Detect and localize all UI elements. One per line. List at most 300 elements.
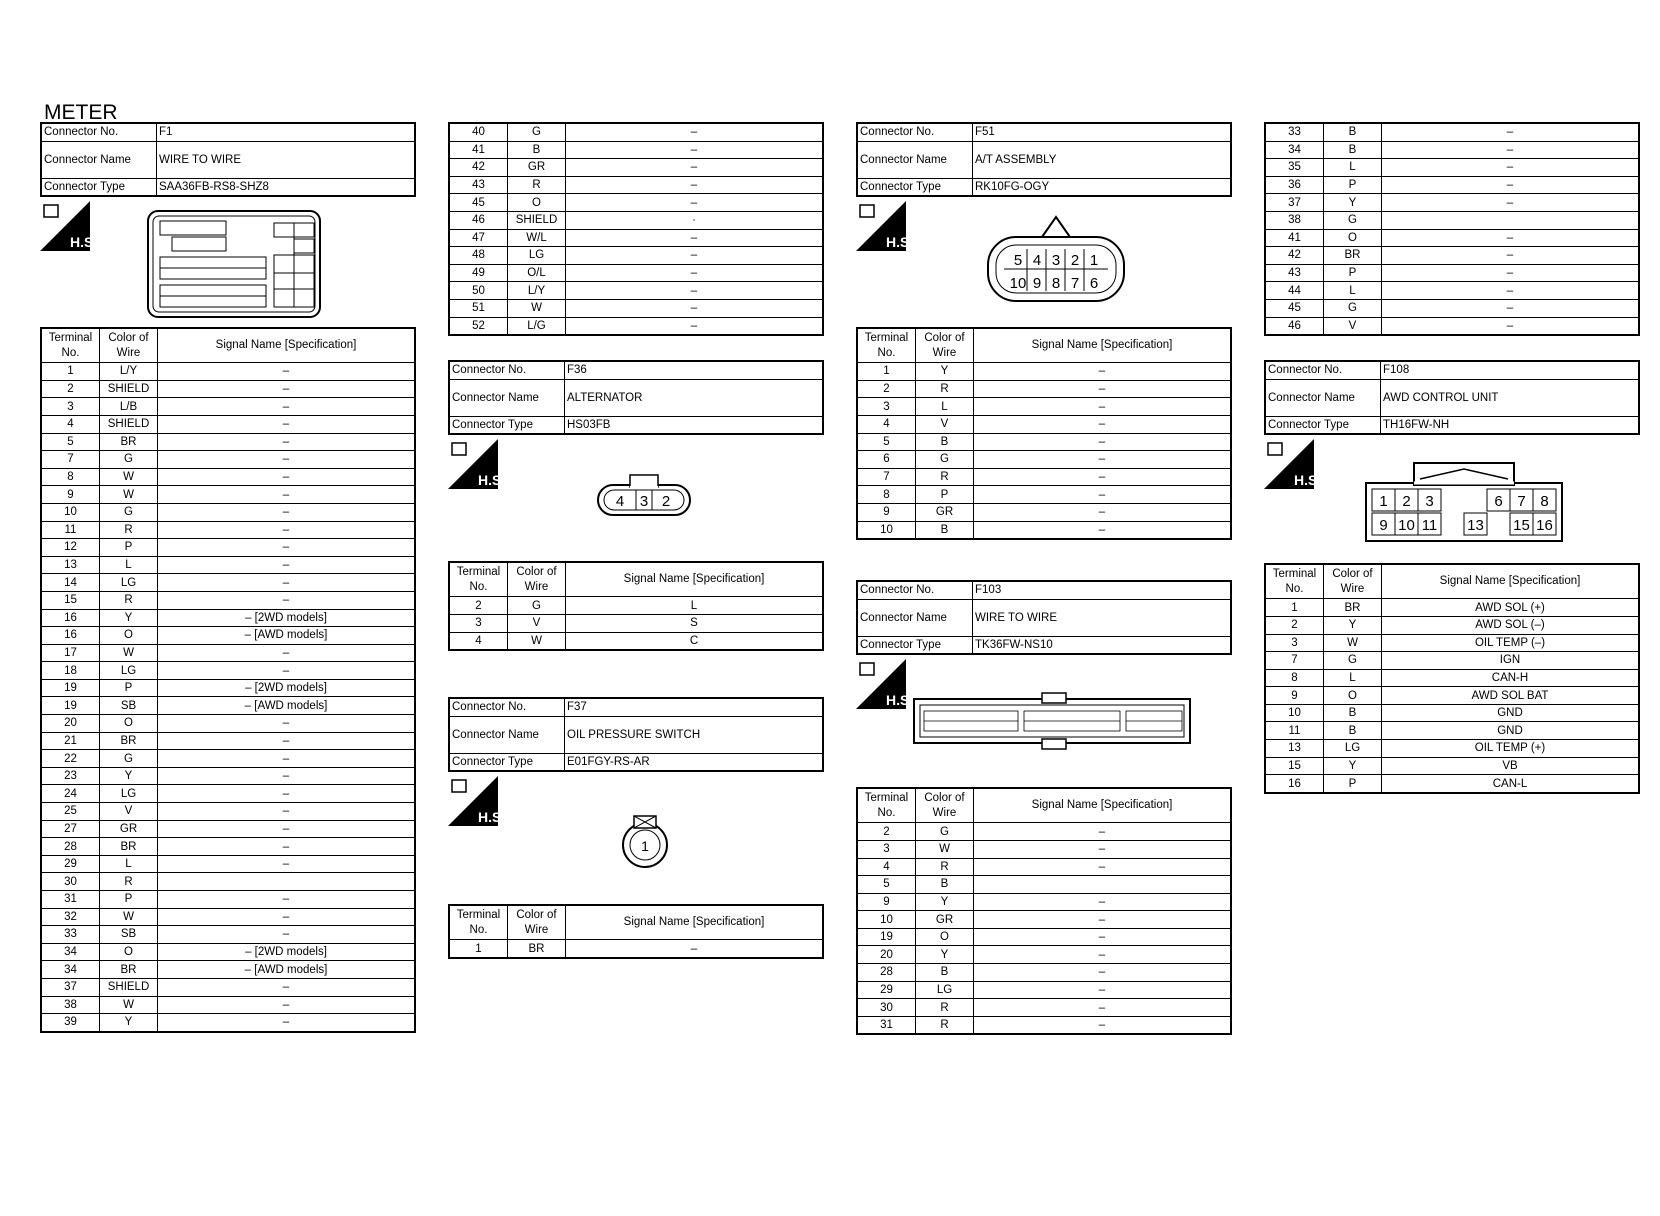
connector-type-value: SAA36FB-RS8-SHZ8: [157, 178, 416, 196]
terminal-no-cell: 10: [1265, 704, 1324, 722]
pin-label: 6: [1089, 275, 1099, 293]
signal-name-cell: GND: [1382, 704, 1640, 722]
terminal-row: [857, 823, 1231, 841]
terminal-row: [41, 926, 415, 944]
terminal-row: [41, 433, 415, 451]
terminal-row: [1265, 176, 1639, 194]
signal-name-cell: –: [566, 317, 824, 335]
wire-color-cell: V: [508, 614, 566, 632]
wire-color-cell: Y: [100, 767, 158, 785]
signal-name-cell: –: [158, 750, 416, 768]
signal-name-cell: –: [158, 556, 416, 574]
connector-type-value: HS03FB: [565, 416, 824, 434]
signal-name-header: Signal Name [Specification]: [566, 905, 824, 940]
wire-color-cell: GR: [916, 911, 974, 929]
signal-name-cell: L: [566, 597, 824, 615]
connector-name-label: Connector Name: [449, 716, 565, 753]
connector-f51-terminal-table: [856, 327, 1232, 540]
terminal-row: [449, 194, 823, 212]
pin-label: 1: [1379, 493, 1388, 511]
connector-name-label: Connector Name: [449, 379, 565, 416]
terminal-row: [449, 317, 823, 335]
wire-color-cell: SHIELD: [100, 978, 158, 996]
terminal-row: [857, 521, 1231, 539]
signal-name-cell: CAN-L: [1382, 775, 1640, 793]
terminal-row: [857, 451, 1231, 469]
signal-name-cell: [1382, 211, 1640, 229]
signal-name-cell: –: [974, 840, 1232, 858]
signal-name-cell: –: [158, 486, 416, 504]
signal-name-cell: –: [1382, 264, 1640, 282]
terminal-no-cell: 40: [449, 123, 508, 141]
terminal-no-cell: 4: [857, 415, 916, 433]
terminal-no-cell: 44: [1265, 282, 1324, 300]
terminal-no-cell: 50: [449, 282, 508, 300]
wire-color-cell: O: [1324, 687, 1382, 705]
signal-name-cell: –: [974, 823, 1232, 841]
wire-color-cell: GR: [100, 820, 158, 838]
wire-color-cell: B: [508, 141, 566, 159]
terminal-no-cell: 7: [41, 451, 100, 469]
terminal-row: [857, 946, 1231, 964]
terminal-row: [1265, 317, 1639, 335]
terminal-row: [449, 632, 823, 650]
terminal-no-cell: 46: [449, 211, 508, 229]
terminal-no-cell: 24: [41, 785, 100, 803]
terminal-row: [41, 644, 415, 662]
terminal-row: [857, 433, 1231, 451]
wire-color-cell: V: [100, 803, 158, 821]
terminal-no-cell: 5: [857, 433, 916, 451]
pin-label: 3: [639, 493, 649, 511]
wire-color-cell: R: [100, 873, 158, 891]
terminal-no-header: Terminal No.: [41, 328, 100, 363]
connector-name-label: Connector Name: [41, 141, 157, 178]
terminal-no-cell: 16: [41, 627, 100, 645]
signal-name-cell: –: [158, 855, 416, 873]
connector-name-label: Connector Name: [1265, 379, 1381, 416]
wire-color-cell: L: [1324, 282, 1382, 300]
terminal-row: [41, 820, 415, 838]
signal-name-cell: – [AWD models]: [158, 627, 416, 645]
wire-color-cell: GR: [508, 159, 566, 177]
wire-color-cell: SB: [100, 697, 158, 715]
signal-name-cell: –: [566, 176, 824, 194]
pin-label: 3: [1051, 252, 1061, 270]
connector-f1-face-icon: [146, 209, 322, 319]
wire-color-cell: V: [1324, 317, 1382, 335]
signal-name-cell: –: [974, 1016, 1232, 1034]
connector-no-value: F103: [973, 581, 1232, 599]
wire-color-cell: BR: [100, 961, 158, 979]
pin-label: 2: [1402, 493, 1411, 511]
signal-name-cell: –: [566, 229, 824, 247]
terminal-no-cell: 52: [449, 317, 508, 335]
wire-color-cell: B: [1324, 123, 1382, 141]
terminal-no-cell: 48: [449, 247, 508, 265]
signal-name-cell: –: [974, 486, 1232, 504]
terminal-no-cell: 47: [449, 229, 508, 247]
wire-color-cell: B: [916, 876, 974, 894]
terminal-row: [1265, 282, 1639, 300]
signal-name-cell: –: [158, 715, 416, 733]
terminal-no-cell: 51: [449, 299, 508, 317]
signal-name-cell: –: [1382, 317, 1640, 335]
signal-name-cell: CAN-H: [1382, 669, 1640, 687]
signal-name-cell: –: [1382, 229, 1640, 247]
terminal-row: [41, 838, 415, 856]
connector-type-value: TK36FW-NS10: [973, 636, 1232, 654]
terminal-no-cell: 9: [1265, 687, 1324, 705]
terminal-row: [449, 159, 823, 177]
wire-color-cell: P: [1324, 775, 1382, 793]
terminal-no-cell: 2: [41, 380, 100, 398]
wire-color-cell: BR: [1324, 247, 1382, 265]
terminal-row: [449, 229, 823, 247]
signal-name-cell: –: [566, 159, 824, 177]
signal-name-cell: –: [158, 767, 416, 785]
terminal-row: [449, 176, 823, 194]
terminal-no-cell: 39: [41, 1014, 100, 1032]
signal-name-cell: ·: [566, 211, 824, 229]
wire-color-cell: Y: [916, 363, 974, 381]
connector-f36-face-icon: [596, 473, 692, 519]
signal-name-cell: –: [566, 194, 824, 212]
signal-name-cell: – [AWD models]: [158, 961, 416, 979]
pin-label: 3: [1425, 493, 1434, 511]
hs-badge-icon: [448, 776, 506, 826]
terminal-row: [857, 1016, 1231, 1034]
hs-badge-icon: [1264, 439, 1322, 489]
wire-color-cell: V: [916, 415, 974, 433]
wire-color-cell: B: [1324, 704, 1382, 722]
wire-color-cell: LG: [100, 785, 158, 803]
signal-name-cell: –: [158, 838, 416, 856]
terminal-row: [41, 486, 415, 504]
terminal-no-cell: 3: [1265, 634, 1324, 652]
terminal-row: [1265, 616, 1639, 634]
signal-name-cell: –: [158, 662, 416, 680]
connector-no-value: F51: [973, 123, 1232, 141]
pin-label: 2: [1070, 252, 1080, 270]
wire-color-cell: G: [1324, 652, 1382, 670]
connector-type-value: RK10FG-OGY: [973, 178, 1232, 196]
terminal-row: [857, 415, 1231, 433]
terminal-no-cell: 5: [41, 433, 100, 451]
terminal-no-cell: 11: [41, 521, 100, 539]
wire-color-cell: O: [916, 928, 974, 946]
hs-badge-text: H.S.: [1294, 472, 1322, 489]
terminal-row: [41, 627, 415, 645]
connector-f108-face-icon: [1364, 459, 1564, 545]
column-2: [448, 122, 824, 959]
wire-color-cell: G: [508, 123, 566, 141]
signal-name-cell: – [2WD models]: [158, 679, 416, 697]
signal-name-cell: IGN: [1382, 652, 1640, 670]
signal-name-cell: –: [974, 981, 1232, 999]
terminal-no-cell: 34: [41, 961, 100, 979]
terminal-no-cell: 9: [857, 893, 916, 911]
terminal-row: [41, 468, 415, 486]
wire-color-cell: B: [1324, 722, 1382, 740]
signal-name-cell: – [2WD models]: [158, 943, 416, 961]
terminal-no-cell: 7: [1265, 652, 1324, 670]
signal-name-cell: –: [1382, 282, 1640, 300]
signal-name-cell: S: [566, 614, 824, 632]
signal-name-cell: OIL TEMP (–): [1382, 634, 1640, 652]
connector-type-label: Connector Type: [857, 636, 973, 654]
connector-f103-info: [856, 580, 1232, 655]
wire-color-cell: R: [100, 591, 158, 609]
signal-name-cell: –: [1382, 194, 1640, 212]
wire-color-cell: R: [916, 380, 974, 398]
wire-color-cell: SB: [100, 926, 158, 944]
terminal-row: [449, 123, 823, 141]
terminal-no-cell: 7: [857, 468, 916, 486]
signal-name-cell: –: [974, 468, 1232, 486]
terminal-no-cell: 41: [1265, 229, 1324, 247]
page-title: METER: [44, 101, 118, 124]
terminal-no-cell: 32: [41, 908, 100, 926]
wire-color-cell: L: [1324, 669, 1382, 687]
terminal-no-cell: 28: [41, 838, 100, 856]
terminal-row: [857, 999, 1231, 1017]
terminal-row: [1265, 669, 1639, 687]
connector-f103-face-icon: [912, 691, 1192, 751]
terminal-no-cell: 13: [41, 556, 100, 574]
wire-color-cell: R: [508, 176, 566, 194]
wire-color-cell: W: [508, 299, 566, 317]
terminal-row: [41, 767, 415, 785]
pin-label: 4: [1032, 252, 1042, 270]
wire-color-cell: Y: [100, 609, 158, 627]
terminal-row: [41, 785, 415, 803]
wire-color-cell: L: [916, 398, 974, 416]
column-3: [856, 122, 1232, 1035]
terminal-row: [857, 380, 1231, 398]
terminal-no-cell: 8: [41, 468, 100, 486]
connector-name-label: Connector Name: [857, 599, 973, 636]
connector-f1-terminal-table: [40, 327, 416, 1033]
connector-no-value: F108: [1381, 361, 1640, 379]
terminal-row: [449, 264, 823, 282]
terminal-no-cell: 31: [41, 891, 100, 909]
terminal-no-cell: 30: [41, 873, 100, 891]
wire-color-cell: L/Y: [100, 363, 158, 381]
terminal-row: [449, 614, 823, 632]
connector-f37-info: [448, 697, 824, 772]
terminal-no-cell: 5: [857, 876, 916, 894]
signal-name-cell: –: [566, 940, 824, 958]
wire-color-cell: L: [100, 855, 158, 873]
signal-name-header: Signal Name [Specification]: [566, 562, 824, 597]
connector-f103-diagram: [856, 655, 1232, 787]
terminal-no-cell: 30: [857, 999, 916, 1017]
connector-f37-face-icon: [620, 812, 670, 870]
wire-color-cell: W: [100, 486, 158, 504]
terminal-no-cell: 2: [1265, 616, 1324, 634]
connector-f51-face-icon: [986, 215, 1126, 305]
pin-label: 10: [1398, 517, 1415, 535]
terminal-row: [857, 398, 1231, 416]
wire-color-cell: G: [1324, 211, 1382, 229]
wire-color-cell: Y: [100, 1014, 158, 1032]
connector-no-label: Connector No.: [857, 581, 973, 599]
pin-label: 8: [1051, 275, 1061, 293]
terminal-no-header: Terminal No.: [857, 788, 916, 823]
connector-f108-diagram: [1264, 435, 1640, 563]
terminal-no-cell: 12: [41, 539, 100, 557]
terminal-no-cell: 42: [449, 159, 508, 177]
signal-name-cell: –: [974, 415, 1232, 433]
terminal-no-cell: 46: [1265, 317, 1324, 335]
wire-color-cell: Y: [1324, 616, 1382, 634]
terminal-row: [41, 961, 415, 979]
terminal-row: [1265, 264, 1639, 282]
terminal-no-cell: 28: [857, 964, 916, 982]
terminal-no-cell: 15: [41, 591, 100, 609]
wire-color-cell: L/Y: [508, 282, 566, 300]
signal-name-cell: –: [158, 468, 416, 486]
wire-color-cell: BR: [100, 732, 158, 750]
signal-name-cell: –: [158, 433, 416, 451]
terminal-row: [1265, 652, 1639, 670]
connector-name-label: Connector Name: [857, 141, 973, 178]
wire-color-cell: G: [916, 823, 974, 841]
terminal-no-cell: 19: [41, 697, 100, 715]
signal-name-header: Signal Name [Specification]: [158, 328, 416, 363]
connector-name-value: WIRE TO WIRE: [157, 141, 416, 178]
terminal-no-header: Terminal No.: [449, 905, 508, 940]
terminal-no-cell: 2: [857, 823, 916, 841]
terminal-row: [1265, 229, 1639, 247]
wire-color-cell: SHIELD: [100, 415, 158, 433]
signal-name-cell: –: [158, 451, 416, 469]
terminal-no-cell: 35: [1265, 159, 1324, 177]
signal-name-cell: – [AWD models]: [158, 697, 416, 715]
signal-name-cell: –: [1382, 159, 1640, 177]
signal-name-cell: –: [974, 858, 1232, 876]
terminal-no-cell: 20: [41, 715, 100, 733]
terminal-row: [41, 662, 415, 680]
signal-name-cell: –: [974, 911, 1232, 929]
terminal-no-cell: 19: [857, 928, 916, 946]
terminal-no-cell: 19: [41, 679, 100, 697]
wire-color-cell: B: [916, 433, 974, 451]
terminal-row: [41, 697, 415, 715]
wire-color-cell: O: [1324, 229, 1382, 247]
terminal-no-cell: 1: [41, 363, 100, 381]
wire-color-cell: G: [916, 451, 974, 469]
signal-name-cell: –: [974, 964, 1232, 982]
signal-name-cell: –: [158, 785, 416, 803]
terminal-row: [1265, 123, 1639, 141]
wire-color-cell: W: [100, 468, 158, 486]
terminal-row: [41, 803, 415, 821]
signal-name-cell: –: [158, 891, 416, 909]
wire-color-cell: W: [1324, 634, 1382, 652]
terminal-no-cell: 17: [41, 644, 100, 662]
terminal-row: [41, 750, 415, 768]
signal-name-cell: GND: [1382, 722, 1640, 740]
pin-label: 4: [615, 493, 625, 511]
connector-name-value: WIRE TO WIRE: [973, 599, 1232, 636]
signal-name-cell: –: [974, 521, 1232, 539]
signal-name-cell: [158, 873, 416, 891]
terminal-row: [449, 211, 823, 229]
connector-no-label: Connector No.: [41, 123, 157, 141]
terminal-no-cell: 43: [449, 176, 508, 194]
terminal-no-cell: 10: [41, 503, 100, 521]
signal-name-cell: –: [158, 926, 416, 944]
connector-f108-info: [1264, 360, 1640, 435]
terminal-row: [41, 715, 415, 733]
signal-name-cell: –: [158, 539, 416, 557]
terminal-row: [41, 855, 415, 873]
signal-name-cell: –: [1382, 141, 1640, 159]
terminal-no-cell: 22: [41, 750, 100, 768]
signal-name-cell: –: [158, 1014, 416, 1032]
terminal-row: [41, 679, 415, 697]
pin-label: 7: [1517, 493, 1526, 511]
wire-color-cell: R: [916, 999, 974, 1017]
connector-no-label: Connector No.: [449, 361, 565, 379]
signal-name-cell: –: [566, 282, 824, 300]
wire-color-cell: LG: [100, 574, 158, 592]
terminal-no-cell: 38: [41, 996, 100, 1014]
terminal-row: [41, 363, 415, 381]
connector-type-value: E01FGY-RS-AR: [565, 753, 824, 771]
terminal-row: [449, 282, 823, 300]
terminal-no-cell: 29: [41, 855, 100, 873]
terminal-row: [857, 363, 1231, 381]
wire-color-cell: O: [508, 194, 566, 212]
signal-name-cell: VB: [1382, 757, 1640, 775]
terminal-row: [41, 574, 415, 592]
pin-label: 2: [661, 493, 671, 511]
terminal-row: [857, 964, 1231, 982]
signal-name-cell: –: [974, 363, 1232, 381]
color-of-wire-header: Color of Wire: [100, 328, 158, 363]
terminal-no-cell: 9: [857, 503, 916, 521]
signal-name-cell: –: [1382, 176, 1640, 194]
pin-label: 13: [1467, 517, 1484, 535]
connector-f51-info: [856, 122, 1232, 197]
connector-no-label: Connector No.: [857, 123, 973, 141]
wire-color-cell: P: [100, 679, 158, 697]
terminal-row: [857, 840, 1231, 858]
terminal-no-cell: 4: [41, 415, 100, 433]
wire-color-cell: P: [1324, 176, 1382, 194]
signal-name-cell: –: [158, 521, 416, 539]
pin-label: 11: [1421, 517, 1438, 535]
hs-badge-text: H.S.: [70, 234, 98, 251]
connector-f36-diagram: [448, 435, 824, 561]
terminal-no-cell: 2: [857, 380, 916, 398]
terminal-no-cell: 16: [41, 609, 100, 627]
wire-color-cell: R: [916, 1016, 974, 1034]
hs-badge-text: H.S.: [478, 472, 506, 489]
signal-name-cell: –: [974, 380, 1232, 398]
connector-type-label: Connector Type: [1265, 416, 1381, 434]
connector-name-value: OIL PRESSURE SWITCH: [565, 716, 824, 753]
wire-color-cell: LG: [916, 981, 974, 999]
terminal-row: [449, 597, 823, 615]
terminal-no-cell: 1: [449, 940, 508, 958]
signal-name-header: Signal Name [Specification]: [1382, 564, 1640, 599]
terminal-no-cell: 25: [41, 803, 100, 821]
connector-f36-info: [448, 360, 824, 435]
